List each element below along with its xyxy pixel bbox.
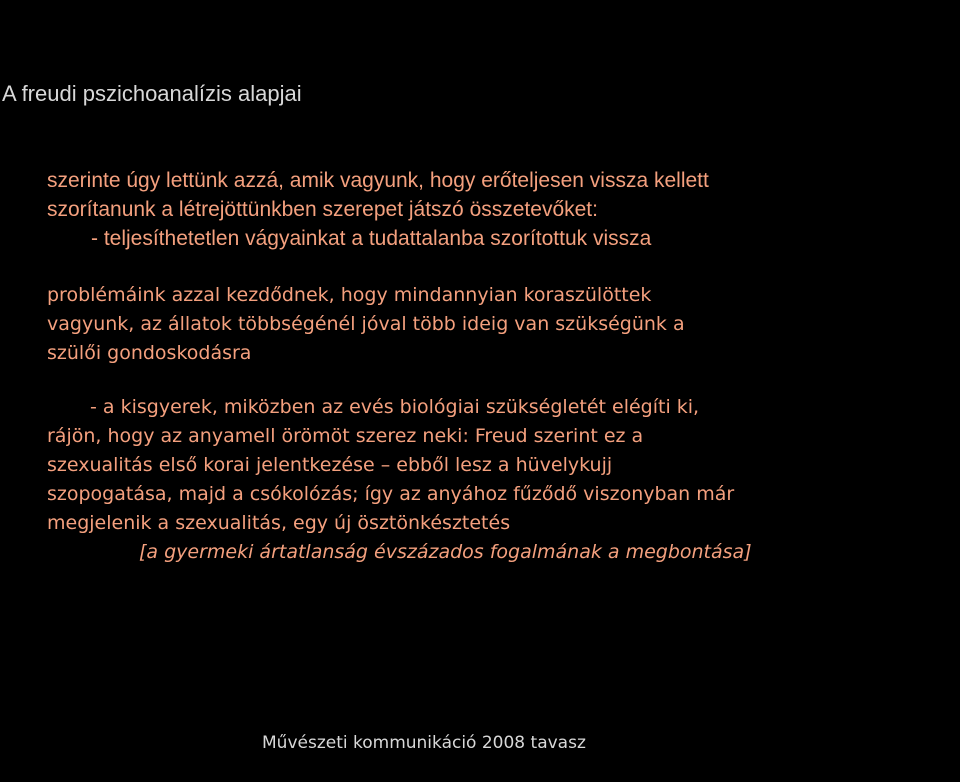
paragraph-line: szexualitás első korai jelentkezése – ebből lesz a hüvelykujj: [47, 454, 613, 476]
paragraph-line: megjelenik a szexualitás, egy új ösztönkésztetés: [47, 512, 511, 534]
paragraph-repression: [47, 166, 709, 253]
slide-title: A freudi pszichoanalízis alapjai: [2, 81, 302, 106]
paragraph-sexuality: [47, 393, 752, 567]
paragraph-line: szerinte úgy lettünk azzá, amik vagyunk, hogy erőteljesen vissza kellett: [47, 169, 709, 192]
paragraph-line: szorítanunk a létrejöttünkben szerepet játszó összetevőket:: [47, 198, 598, 221]
italic-note: [a gyermeki ártatlanság évszázados fogalmának a megbontása]: [139, 541, 752, 563]
paragraph-line: rájön, hogy az anyamell örömöt szerez neki: Freud szerint ez a: [47, 425, 644, 447]
paragraph-line: szülői gondoskodásra: [47, 342, 252, 364]
paragraph-line: vagyunk, az állatok többségénél jóval több ideig van szükségünk a: [47, 313, 685, 335]
paragraph-line: szopogatása, majd a csókolózás; így az anyához fűződő viszonyban már: [47, 483, 735, 505]
paragraph-premature-birth: [47, 281, 685, 368]
footer-course-label: Művészeti kommunikáció 2008 tavasz: [262, 733, 586, 753]
paragraph-line: - teljesíthetetlen vágyainkat a tudattalanba szorítottuk vissza: [91, 227, 652, 250]
paragraph-line: - a kisgyerek, miközben az evés biológiai szükségletét elégíti ki,: [90, 396, 700, 418]
paragraph-line: problémáink azzal kezdődnek, hogy mindannyian koraszülöttek: [47, 284, 652, 306]
